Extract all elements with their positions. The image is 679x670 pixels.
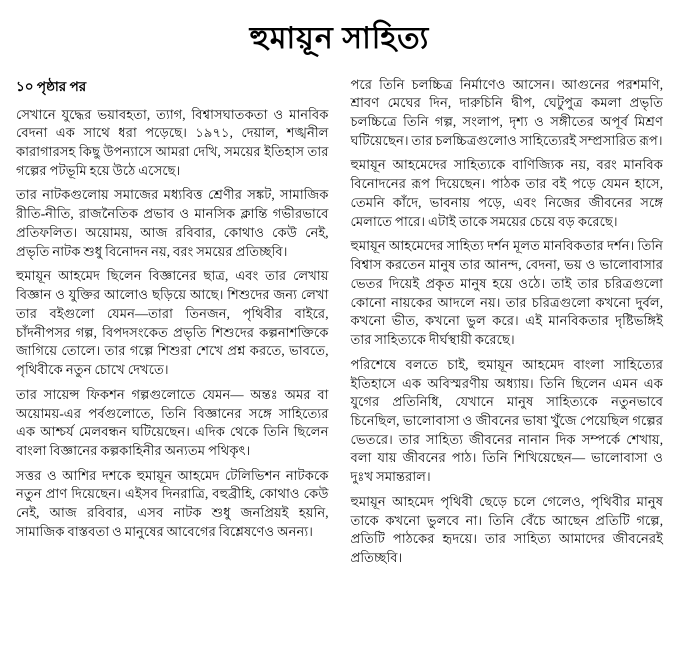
paragraph: পরে তিনি চলচ্চিত্র নির্মাণেও আসেন। আগুনের পরশমণি, শ্রাবণ মেঘের দিন, দারুচিনি দ্বীপ, ঘেটুপুত্র কমলা প্রভৃতি চলচ্চিত্রে তিনি গল্প, সংলাপ, দৃশ্য ও সঙ্গীতের অপূর্ব মিশ্রণ ঘটিয়েছেন। তার চলচ্চিত্রগুলোও সাহিত্যেরই সম্প্রসারিত রূপ। (350, 76, 663, 148)
paragraph: হুমায়ূন আহমেদের সাহিত্য দর্শন মূলত মানবিকতার দর্শন। তিনি বিশ্বাস করতেন মানুষ তার আনন্দ, বেদনা, ভয় ও ভালোবাসার ভেতর দিয়েই প্রকৃত মানুষ হয়ে ওঠে। তাই তার চরিত্রগুলো কোনো নায়কের আদলে নয়। তার চরিত্রগুলো কখনো দুর্বল, কখনো ভীত, কখনো ভুল করে। এই মানবিকতার দৃষ্টিভঙ্গিই তার সাহিত্যকে দীর্ঘস্থায়ী করেছে। (350, 238, 663, 348)
two-column-body (16, 76, 663, 574)
paragraph: সেখানে যুদ্ধের ভয়াবহতা, ত্যাগ, বিশ্বাসঘাতকতা ও মানবিক বেদনা এক সাথে ধরা পড়েছে। ১৯৭১, দেয়াল, শঙ্খনীল কারাগারসহ কিছু উপন্যাসে আমরা দেখি, সময়ের ইতিহাস তার গল্পের পটভূমি হয়ে উঠে এসেছে। (16, 106, 329, 178)
paragraph: তার নাটকগুলোয় সমাজের মধ্যবিত্ত শ্রেণীর সঙ্কট, সামাজিক রীতি-নীতি, রাজনৈতিক প্রভাব ও মানসিক ক্লান্তি গভীরভাবে প্রতিফলিত। অয়োময়, আজ রবিবার, কোথাও কেউ নেই, প্রভৃতি নাটক শুধু বিনোদন নয়, বরং সময়ের প্রতিচ্ছবি। (16, 187, 329, 259)
paragraph: হুমায়ূন আহমেদ পৃথিবী ছেড়ে চলে গেলেও, পৃথিবীর মানুষ তাকে কখনো ভুলবে না। তিনি বেঁচে আছেন প্রতিটি গল্পে, প্রতিটি পাঠকের হৃদয়ে। তার সাহিত্য আমাদের জীবনেরই প্রতিচ্ছবি। (350, 493, 663, 566)
paragraph: তার সায়েন্স ফিকশন গল্পগুলোতে যেমন— অন্তঃ অমর বা অয়োময়-এর পর্বগুলোতে, তিনি বিজ্ঞানের সঙ্গে সাহিত্যের এক আশ্চর্য মেলবন্ধন ঘটিয়েছেন। এদিক থেকে তিনি ছিলেন বাংলা বিজ্ঞানের কল্পকাহিনীর অন্যতম পথিকৃৎ। (16, 386, 329, 458)
left-column (16, 76, 329, 548)
paragraph: পরিশেষে বলতে চাই, হুমায়ূন আহমেদ বাংলা সাহিত্যের ইতিহাসে এক অবিস্মরণীয় অধ্যায়। তিনি ছিলেন এমন এক যুগের প্রতিনিধি, যেখানে মানুষ সাহিত্যকে নতুনভাবে চিনেছিল, ভালোবাসা ও জীবনের ভাষা খুঁজে পেয়েছিল গল্পের ভেতরে। তার সাহিত্য জীবনের নানান দিক সম্পর্কে শেখায়, বলা যায় জীবনের পাঠ। তিনি শিখিয়েছেন— ভালোবাসা ও দুঃখ সমান্তরাল। (350, 356, 663, 485)
paragraph: হুমায়ূন আহমেদের সাহিত্যকে বাণিজ্যিক নয়, বরং মানবিক বিনোদনের রূপ দিয়েছেন। পাঠক তার বই পড়ে যেমন হাসে, তেমনি কাঁদে, ভাবনায় পড়ে, এবং নিজের জীবনের সঙ্গে মেলাতে পারে। এটাই তাকে সময়ের চেয়ে বড় করেছে। (350, 157, 663, 229)
page-title: হুমায়ূন সাহিত্য (249, 22, 430, 55)
paragraph: সত্তর ও আশির দশকে হুমায়ূন আহমেদ টেলিভিশন নাটককে নতুন প্রাণ দিয়েছেন। এইসব দিনরাত্রি, বহুব্রীহি, কোথাও কেউ নেই, আজ রবিবার, এসব নাটক শুধু জনপ্রিয়ই হয়নি, সামাজিক বাস্তবতা ও মানুষের আবেগের বিশ্লেষণেও অনন্য। (16, 467, 329, 539)
right-column (351, 76, 664, 574)
section-heading: ১০ পৃষ্ঠার পর (16, 78, 87, 94)
paragraph: হুমায়ূন আহমেদ ছিলেন বিজ্ঞানের ছাত্র, এবং তার লেখায় বিজ্ঞান ও যুক্তির আলোও ছড়িয়ে আছে। শিশুদের জন্য লেখা তার বইগুলো যেমন—তারা তিনজন, পৃথিবীর বাইরে, চাঁদনীপসর গল্প, বিপদসংকেত প্রভৃতি শিশুদের কল্পনাশক্তিকে জাগিয়ে তোলে। তার গল্পে শিশুরা শেখে প্রশ্ন করতে, ভাবতে, পৃথিবীকে নতুন চোখে দেখতে। (16, 268, 329, 378)
